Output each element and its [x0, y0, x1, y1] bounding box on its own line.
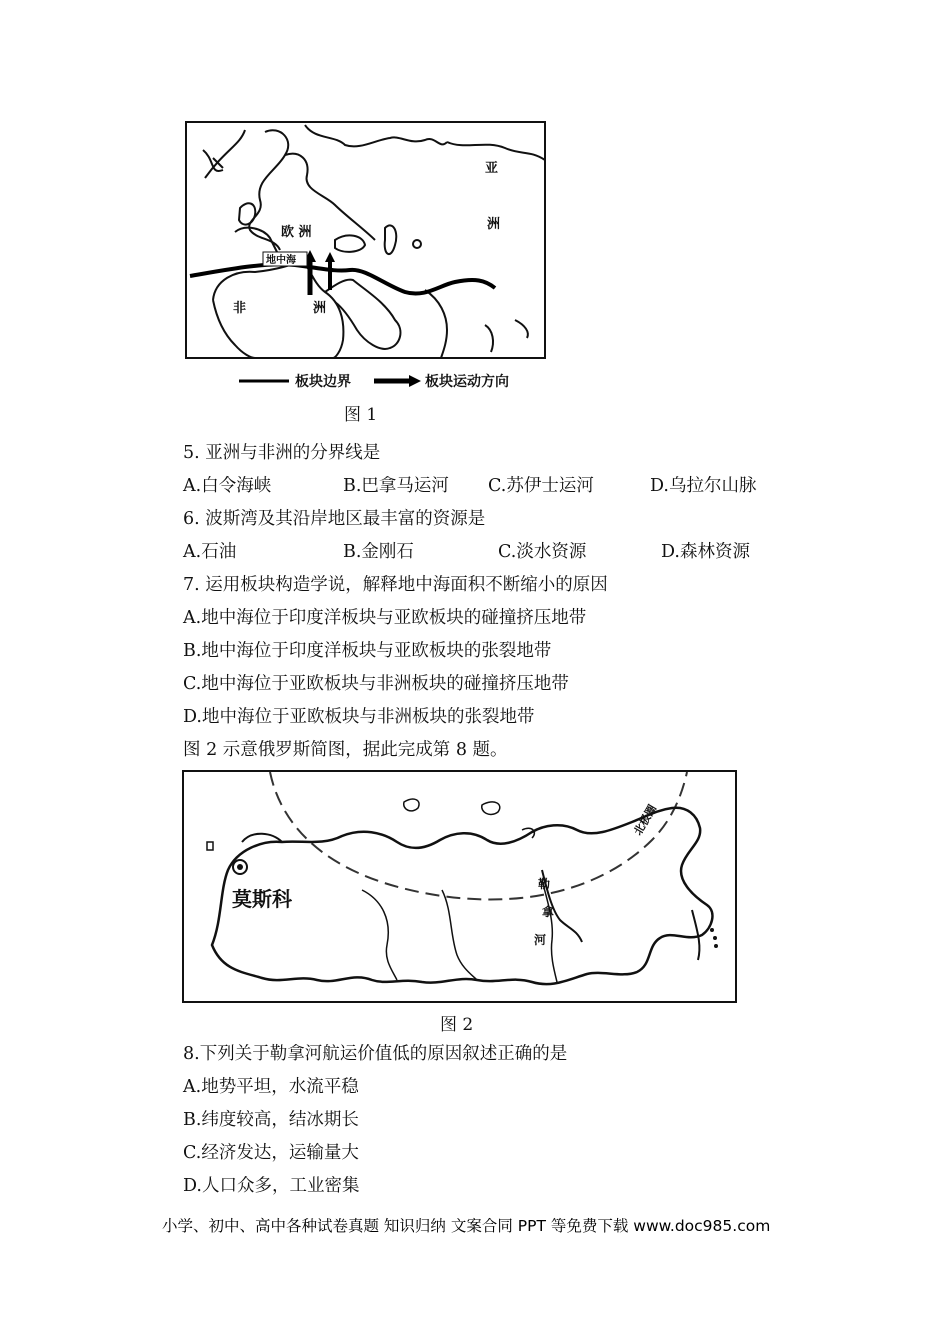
label-lena-1: 勒 — [538, 877, 551, 891]
question-5-option-a: A.白令海峡 — [183, 476, 272, 496]
question-7-stem: 7. 运用板块构造学说，解释地中海面积不断缩小的原因 — [183, 575, 608, 595]
question-7-option-d: D.地中海位于亚欧板块与非洲板块的张裂地带 — [183, 707, 535, 727]
label-arctic-circle: 北极圈 — [631, 802, 660, 838]
figure-2-intro: 图 2 示意俄罗斯简图，据此完成第 8 题。 — [183, 740, 508, 760]
label-europe: 欧 洲 — [281, 225, 312, 240]
question-6-option-a: A.石油 — [183, 542, 237, 562]
question-8-option-a: A.地势平坦，水流平稳 — [183, 1077, 359, 1097]
question-6-option-d: D.森林资源 — [661, 542, 750, 562]
figure-1-map — [185, 120, 547, 360]
page-footer: 小学、初中、高中各种试卷真题 知识归纳 文案合同 PPT 等免费下载 www.doc985.com — [162, 1217, 771, 1235]
question-6-option-c: C.淡水资源 — [498, 542, 587, 562]
label-asia-2: 洲 — [487, 217, 501, 232]
question-6-option-b: B.金刚石 — [343, 542, 414, 562]
question-8-stem: 8.下列关于勒拿河航运价值低的原因叙述正确的是 — [183, 1044, 568, 1064]
question-5-option-c: C.苏伊士运河 — [488, 476, 594, 496]
figure-2-map — [182, 770, 738, 1004]
question-5-option-d: D.乌拉尔山脉 — [650, 476, 757, 496]
question-8-option-c: C.经济发达，运输量大 — [183, 1143, 359, 1163]
figure-2-caption: 图 2 — [440, 1015, 474, 1035]
label-mediterranean: 地中海 — [266, 255, 296, 266]
question-7-option-b: B.地中海位于印度洋板块与亚欧板块的张裂地带 — [183, 641, 552, 661]
label-lena-3: 河 — [534, 933, 547, 947]
question-6-stem: 6. 波斯湾及其沿岸地区最丰富的资源是 — [183, 509, 486, 529]
figure-1-svg — [185, 120, 547, 360]
legend-boundary-label: 板块边界 — [295, 374, 351, 390]
label-africa-1: 非 — [233, 301, 247, 316]
figure-1-caption: 图 1 — [344, 405, 378, 425]
question-5-option-b: B.巴拿马运河 — [343, 476, 449, 496]
label-asia-1: 亚 — [485, 161, 499, 176]
label-moscow: 莫斯科 — [232, 887, 292, 911]
legend-motion-label: 板块运动方向 — [425, 374, 509, 390]
label-africa-2: 洲 — [313, 301, 327, 316]
question-5-stem: 5. 亚洲与非洲的分界线是 — [183, 443, 381, 463]
question-8-option-b: B.纬度较高，结冰期长 — [183, 1110, 359, 1130]
question-7-option-c: C.地中海位于亚欧板块与非洲板块的碰撞挤压地带 — [183, 674, 569, 694]
question-8-option-d: D.人口众多，工业密集 — [183, 1176, 360, 1196]
question-7-option-a: A.地中海位于印度洋板块与亚欧板块的碰撞挤压地带 — [183, 608, 587, 628]
figure-1-legend — [237, 370, 537, 392]
label-lena-2: 拿 — [542, 905, 555, 919]
figure-2-svg — [182, 770, 738, 1004]
